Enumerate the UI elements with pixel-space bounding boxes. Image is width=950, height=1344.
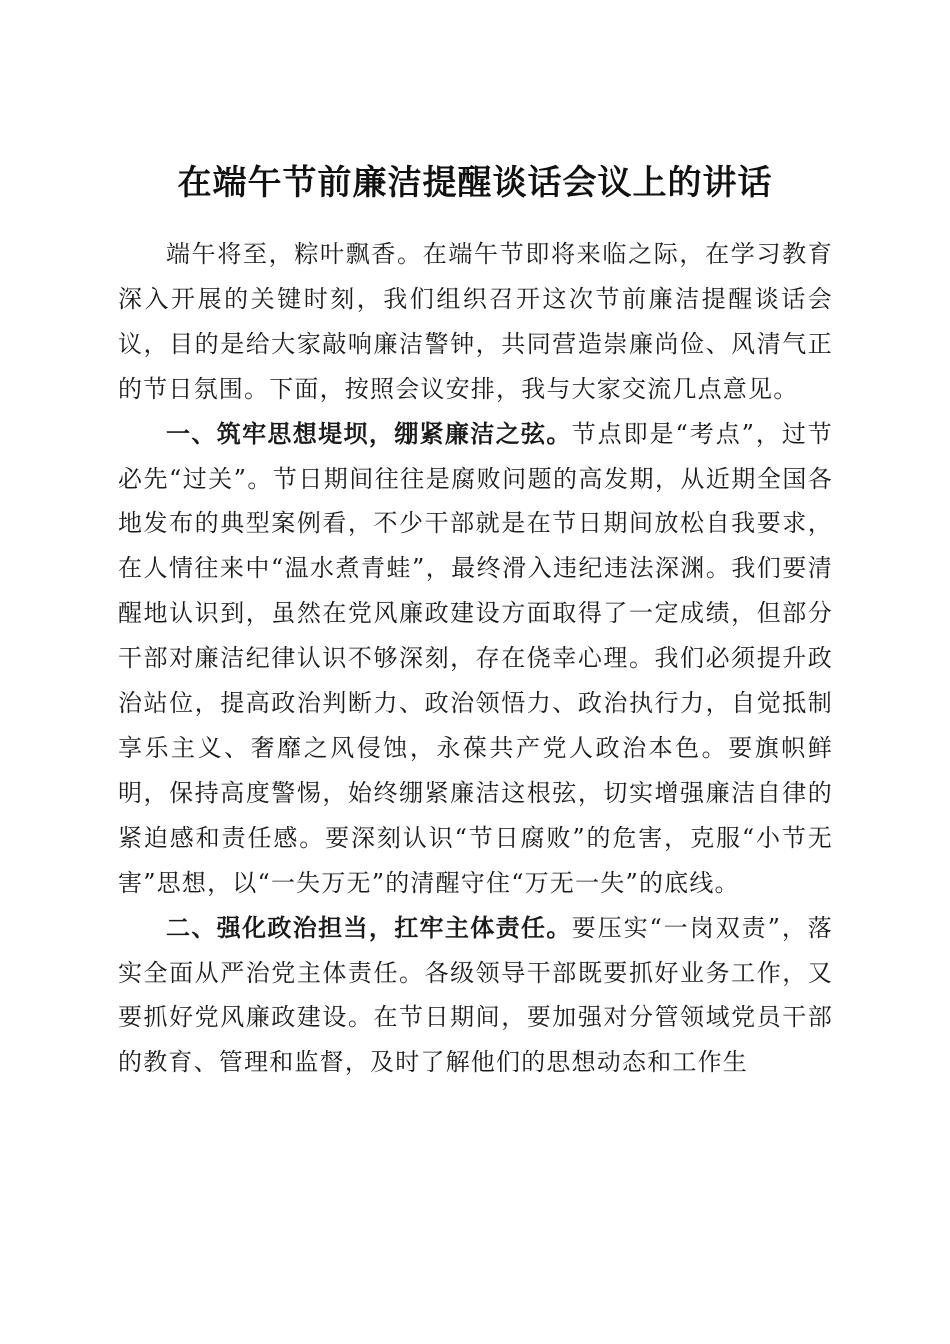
section-2-heading: 二、强化政治担当，扛牢主体责任。 — [166, 913, 572, 942]
intro-paragraph: 端午将至，粽叶飘香。在端午节即将来临之际，在学习教育深入开展的关键时刻，我们组织召开这次节前廉洁提醒谈话会议，目的是给大家敲响廉洁警钟，共同营造崇廉尚俭、风清气正的节日氛围。下面，按照会议安排，我与大家交流几点意见。 — [118, 240, 833, 403]
section-2-text: 要压实“一岗双责”，落实全面从严治党主体责任。各级领导干部既要抓好业务工作，又要抓好党风廉政建设。在节日期间，要加强对分管领域党员干部的教育、管理和监督，及时了解他们的思想动态和工作生 — [118, 913, 833, 1077]
document-body — [118, 232, 833, 1085]
document-title: 在端午节前廉洁提醒谈话会议上的讲话 — [177, 162, 773, 203]
section-2-paragraph — [118, 906, 833, 1086]
section-1-text: 节点即是“考点”，过节必先“过关”。节日期间往往是腐败问题的高发期，从近期全国各地发布的典型案例看，不少干部就是在节日期间放松自我要求，在人情往来中“温水煮青蛙”，最终滑入违纪违法深渊。我们要清醒地认识到，虽然在党风廉政建设方面取得了一定成绩，但部分干部对廉洁纪律认识不够深刻，存在侥幸心理。我们必须提升政治站位，提高政治判断力、政治领悟力、政治执行力，自觉抵制享乐主义、奢靡之风侵蚀，永葆共产党人政治本色。要旗帜鲜明，保持高度警惕，始终绷紧廉洁这根弦，切实增强廉洁自律的紧迫感和责任感。要深刻认识“节日腐败”的危害，克服“小节无害”思想，以“一失万无”的清醒守住“万无一失”的底线。 — [118, 419, 833, 897]
section-1-heading: 一、筑牢思想堤坝，绷紧廉洁之弦。 — [166, 419, 572, 448]
section-1-paragraph — [118, 412, 833, 906]
